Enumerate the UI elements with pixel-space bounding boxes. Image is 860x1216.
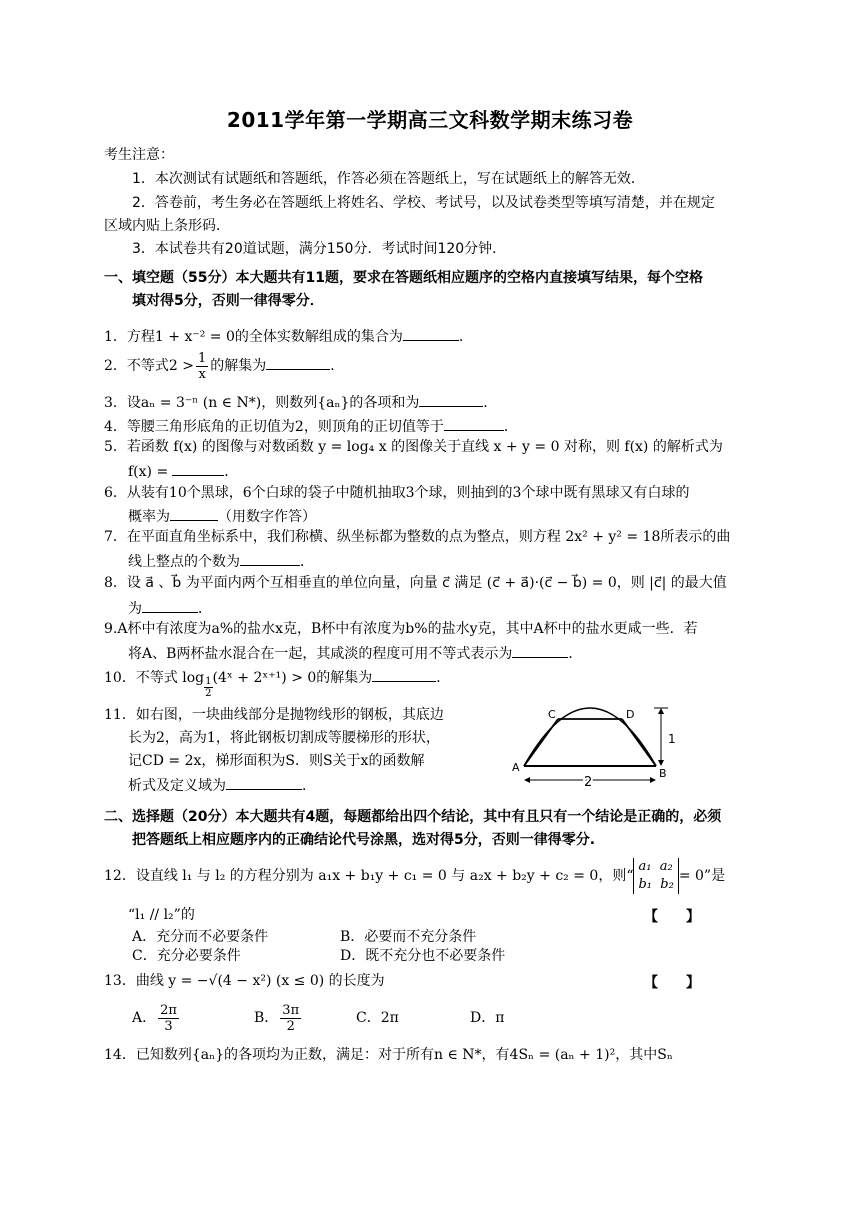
q13-option-c: C．2π: [356, 1010, 399, 1026]
question-4-text: 4．等腰三角形底角的正切值为2，则顶角的正切值等于: [104, 419, 444, 435]
height-label: 1: [668, 732, 676, 746]
option-label: A．: [132, 1010, 157, 1026]
punct: ．: [224, 464, 239, 480]
question-6-cont: [128, 506, 316, 526]
question-10-pre: 10．不等式 log: [104, 670, 205, 686]
frac-num: 2π: [160, 1002, 177, 1018]
page-title: 2011学年第一学期高三文科数学期末练习卷: [226, 108, 634, 132]
question-9: 9.A杯中有浓度为a%的盐水x克，B杯中有浓度为b%的盐水y克，其中A杯中的盐水更咸一些．若: [104, 621, 698, 637]
question-1-text: 1．方程1 + x⁻² = 0的全体实数解组成的集合为: [104, 329, 403, 345]
question-10-post: (4ˣ + 2ˣ⁺¹) > 0的解集为: [212, 670, 373, 686]
answer-blank: [266, 355, 330, 370]
question-12-post: = 0”是: [678, 868, 726, 884]
frac-den: 2: [286, 1018, 295, 1034]
punct: ．: [330, 358, 345, 374]
question-6: 6．从装有10个黑球，6个白球的袋子中随机抽取3个球，则抽到的3个球中既有黑球又有白球的: [104, 485, 690, 501]
punct: ．: [198, 601, 212, 617]
punct: ．: [458, 329, 473, 345]
parabola-trapezoid-figure: [508, 700, 678, 792]
option-b: B．必要而不充分条件: [340, 929, 477, 945]
frac-den: 3: [164, 1018, 173, 1034]
answer-blank: [172, 461, 224, 476]
option-c: C．充分必要条件: [132, 948, 241, 964]
punct: ．: [568, 646, 583, 662]
option-label: B．: [254, 1010, 279, 1026]
question-2: [104, 348, 344, 384]
width-label: 2: [584, 775, 593, 790]
label-b: B: [659, 767, 667, 780]
question-11-line3: 记CD = 2x，梯形面积为S．则S关于x的函数解: [128, 753, 425, 769]
log-base-fraction: [204, 676, 212, 699]
label-d: D: [626, 708, 635, 721]
answer-blank: [372, 667, 436, 682]
base-den: 2: [205, 688, 212, 699]
label-a: A: [512, 761, 520, 774]
notice-item-2: 2．答卷前，考生务必在答题纸上将姓名、学校、考试号，以及试卷类型等填写清楚，并在规定: [132, 195, 715, 211]
question-7-cont: [128, 551, 314, 571]
question-2-pre: 2．不等式2 >: [104, 358, 194, 374]
question-1: [104, 326, 473, 346]
fraction: [196, 351, 208, 382]
question-7: 7．在平面直角坐标系中，我们称横、纵坐标都为整数的点为整点，则方程 2x² + y² = 18所表示的曲: [104, 529, 731, 545]
option-a: A．充分而不必要条件: [132, 929, 269, 945]
answer-blank: [142, 598, 198, 613]
q13-option-b: [254, 998, 303, 1038]
question-8: 8．设 a⃗ 、b⃗ 为平面内两个互相垂直的单位向量，向量 c⃗ 满足 (c⃗ + a⃗)·(c⃗ − b⃗) = 0，则 |c⃗| 的最大值: [104, 575, 727, 591]
question-11-line4: [128, 775, 316, 795]
answer-blank: [226, 775, 302, 790]
q13-option-a: [132, 998, 181, 1038]
punct: ．: [503, 419, 518, 435]
question-7-line2: 线上整点的个数为: [128, 554, 240, 570]
frac-den: x: [198, 366, 206, 382]
det-b2: b₂: [660, 877, 674, 892]
q13-option-d: D．π: [470, 1010, 505, 1026]
question-3: [104, 392, 497, 412]
answer-blank: [419, 392, 483, 407]
fraction: [280, 1003, 301, 1034]
answer-bracket: 【 】: [644, 909, 700, 925]
frac-num: 1: [198, 350, 207, 366]
question-10: [104, 664, 450, 704]
notice-heading: 考生注意：: [104, 147, 174, 163]
answer-bracket: 【 】: [644, 975, 700, 991]
question-9-cont: [128, 643, 582, 663]
notice-item-2-cont: 区域内贴上条形码．: [104, 218, 230, 234]
question-5-line2: f(x) =: [128, 464, 169, 480]
question-12-line2: “l₁ // l₂”的: [128, 907, 195, 923]
section2-heading-cont: 把答题纸上相应题序内的正确结论代号涂黑，选对得5分，否则一律得零分.: [132, 832, 596, 848]
question-5-cont: [128, 461, 238, 481]
det-b1: b₁: [638, 877, 653, 892]
option-d: D．既不充分也不必要条件: [340, 948, 506, 964]
question-12-pre: 12．设直线 l₁ 与 l₂ 的方程分别为 a₁x + b₁y + c₁ = 0 与 a₂x + b₂y + c₂ = 0，则“: [104, 868, 634, 884]
question-9-line2: 将A、B两杯盐水混合在一起，其咸淡的程度可用不等式表示为: [128, 646, 513, 662]
answer-blank: [170, 506, 218, 521]
section1-heading-cont: 填对得5分，否则一律得零分．: [132, 293, 324, 309]
question-11-line4-text: 析式及定义域为: [128, 778, 226, 794]
question-3-text: 3．设aₙ = 3⁻ⁿ (n ∈ N*)，则数列{aₙ}的各项和为: [104, 395, 420, 411]
question-11-line2: 长为2，高为1，将此钢板切割成等腰梯形的形状，: [128, 730, 440, 746]
answer-blank: [444, 416, 504, 431]
notice-item-3: 3．本试卷共有20道试题，满分150分．考试时间120分钟．: [132, 241, 507, 257]
question-13: 13．曲线 y = −√(4 − x²) (x ≤ 0) 的长度为: [104, 973, 385, 989]
answer-blank: [512, 643, 568, 658]
fraction: [158, 1003, 179, 1034]
question-5: 5．若函数 f(x) 的图像与对数函数 y = log₄ x 的图像关于直线 x + y = 0 对称，则 f(x) 的解析式为: [104, 439, 723, 455]
label-c: C: [548, 708, 556, 721]
notice-item-1: 1．本次测试有试题纸和答题纸，作答必须在答题纸上，写在试题纸上的解答无效．: [132, 171, 645, 187]
punct: ．: [483, 395, 498, 411]
frac-num: 3π: [282, 1002, 300, 1018]
determinant: [633, 858, 678, 894]
section2-heading: 二、选择题（20分）本大题共有4题，每题都给出四个结论，其中有且只有一个结论是正确的，必须: [104, 809, 722, 825]
question-4: [104, 416, 518, 436]
answer-blank: [240, 551, 300, 566]
punct: ．: [302, 778, 316, 794]
question-11: 11．如右图，一块曲线部分是抛物线形的钢板，其底边: [104, 707, 444, 723]
answer-blank: [403, 326, 459, 341]
base-num: 1: [205, 676, 212, 687]
section1-heading: 一、填空题（55分）本大题共有11题，要求在答题纸相应题序的空格内直接填写结果，每个空格: [104, 270, 703, 286]
question-6-post: （用数字作答）: [218, 509, 316, 525]
det-a2: a₂: [659, 859, 673, 874]
punct: ．: [436, 670, 451, 686]
det-a1: a₁: [638, 859, 652, 874]
question-2-post: 的解集为: [210, 358, 267, 374]
question-6-line2: 概率为: [128, 509, 170, 525]
question-14: 14．已知数列{aₙ}的各项均为正数，满足：对于所有n ∈ N*，有4Sₙ = (aₙ + 1)²，其中Sₙ: [104, 1047, 673, 1063]
question-12: [104, 856, 725, 896]
question-8-line2: 为: [128, 601, 142, 617]
question-8-cont: [128, 598, 212, 618]
punct: ．: [300, 554, 314, 570]
